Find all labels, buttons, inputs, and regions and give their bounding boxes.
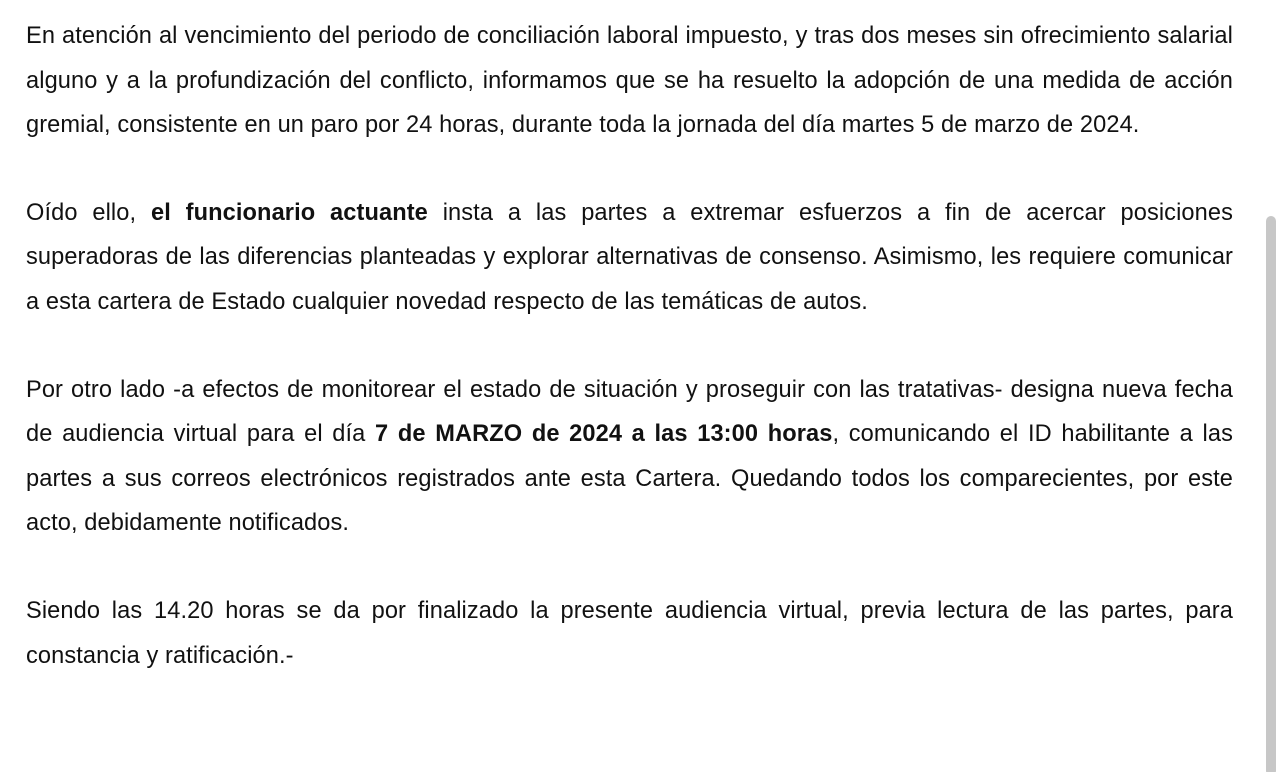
document-body [26,14,1233,678]
paragraph-strike-notice: En atención al vencimiento del periodo de conciliación laboral impuesto, y tras dos meses sin ofrecimiento salarial alguno y a la profundización del conflicto, informamos que se ha resuelto la adopción de una medida de acción gremial, consistente en un paro por 24 horas, durante toda la jornada del día martes 5 de marzo de 2024. [26,23,1233,139]
paragraph-closing: Siendo las 14.20 horas se da por finalizado la presente audiencia virtual, previa lectura de las partes, para constancia y ratificación.- [26,597,1233,669]
scrollbar-thumb[interactable] [1266,216,1276,772]
paragraph-new-hearing-date [26,368,1233,546]
vertical-scrollbar[interactable] [1262,0,1284,772]
paragraph-2-intro: Oído ello, [26,199,151,226]
paragraph-2-rest: insta a las partes a extremar esfuerzos a fin de acercar posiciones superadoras de las diferencias planteadas y explorar alternativas de consenso. Asimismo, les requiere comunicar a esta cartera de Estado cualquier novedad respecto de las temáticas de autos. [26,199,1233,315]
paragraph-3-intro: Por otro lado -a efectos de monitorear el estado de situación y proseguir con las tratativas- designa nueva fecha de audiencia virtual para el día [26,376,1233,448]
paragraph-2-bold: el funcionario actuante [150,199,428,226]
paragraph-official-request [26,191,1233,325]
hearing-date-highlight: 7 de MARZO de 2024 a las 13:00 horas [375,421,833,448]
paragraph-3-rest: , comunicando el ID habilitante a las partes a sus correos electrónicos registrados ante esta Cartera. Quedando todos los comparecientes, por este acto, debidamente notificados. [26,421,1233,537]
